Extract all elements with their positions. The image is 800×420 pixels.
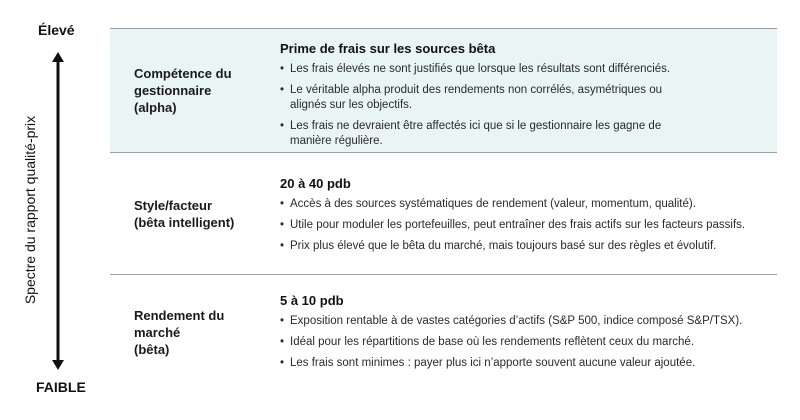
row-label-text: Style/facteur (bêta intelligent) (134, 197, 235, 230)
bullet-list (280, 314, 777, 371)
axis-title: Spectre du rapport qualité-prix (22, 115, 38, 305)
bullet-item: • Exposition rentable à de vastes catégories d’actifs (S&P 500, indice composé S&P/TSX). (280, 314, 777, 329)
row-content (256, 153, 777, 274)
fee-spectrum-table (110, 28, 777, 389)
bullet-item: • Idéal pour les répartitions de base où les rendements reflètent ceux du marché. (280, 335, 777, 350)
bullet-item: • Prix plus élevé que le bêta du marché, mais toujours basé sur des règles et évolutif. (280, 239, 777, 254)
row-label (110, 29, 256, 152)
row-label (110, 153, 256, 274)
row-smart-beta (110, 153, 777, 275)
bullet-item: • Les frais sont minimes : payer plus ici n’apporte souvent aucune valeur ajoutée. (280, 356, 777, 371)
row-alpha (110, 28, 777, 153)
axis-bottom-label: FAIBLE (36, 379, 86, 395)
row-heading: 5 à 10 pdb (280, 293, 344, 308)
row-label-text: Rendement du marché (bêta) (134, 307, 225, 357)
vertical-double-arrow (52, 52, 64, 370)
row-heading: Prime de frais sur les sources bêta (280, 41, 496, 56)
bullet-item: • Les frais ne devraient être affectés ici que si le gestionnaire les gagne de manière régulière. (280, 119, 777, 149)
row-label (110, 275, 256, 389)
bullet-item: • Utile pour moduler les portefeuilles, peut entraîner des frais actifs sur les facteurs passifs. (280, 218, 777, 233)
bullet-item: • Les frais élevés ne sont justifiés que lorsque les résultats sont différenciés. (280, 62, 777, 77)
row-label-text: Compétence du gestionnaire (alpha) (134, 66, 232, 115)
row-heading: 20 à 40 pdb (280, 176, 351, 191)
row-content (256, 275, 777, 389)
bullet-list (280, 197, 777, 254)
bullet-item: • Le véritable alpha produit des rendements non corrélés, asymétriques ou alignés sur les objectifs. (280, 83, 777, 113)
axis-top-label: Élevé (38, 22, 75, 38)
row-content (256, 29, 777, 152)
row-market-beta (110, 275, 777, 389)
bullet-item: • Accès à des sources systématiques de rendement (valeur, momentum, qualité). (280, 197, 777, 212)
bullet-list (280, 62, 777, 149)
